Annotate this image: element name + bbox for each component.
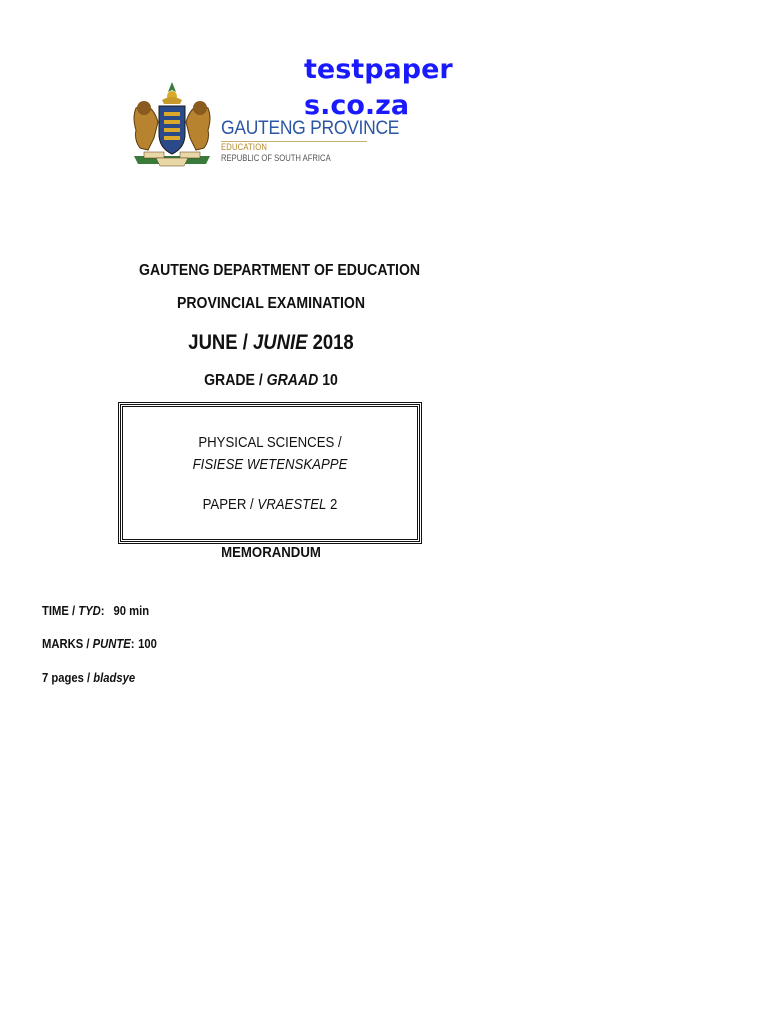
pages-detail: 7 pages / bladsye bbox=[42, 671, 136, 685]
gauteng-logo bbox=[126, 78, 400, 170]
subject-afrikaans: FISIESE WETENSKAPPE bbox=[192, 456, 348, 473]
subject-box bbox=[120, 404, 420, 542]
watermark-link[interactable]: testpapers.co.za bbox=[304, 54, 453, 121]
marks-detail: MARKS / PUNTE: 100 bbox=[42, 637, 157, 651]
memorandum-label: MEMORANDUM bbox=[221, 544, 321, 561]
session-heading: JUNE / JUNIE 2018 bbox=[188, 331, 354, 354]
country-name: REPUBLIC OF SOUTH AFRICA bbox=[221, 153, 331, 163]
subject-english: PHYSICAL SCIENCES / bbox=[198, 434, 342, 451]
department-name: EDUCATION bbox=[221, 142, 268, 152]
coat-of-arms-icon bbox=[126, 78, 218, 170]
department-heading: GAUTENG DEPARTMENT OF EDUCATION bbox=[139, 262, 421, 279]
exam-heading: PROVINCIAL EXAMINATION bbox=[176, 295, 365, 312]
time-detail: TIME / TYD: 90 min bbox=[42, 604, 150, 618]
paper-number: PAPER / VRAESTEL 2 bbox=[202, 496, 338, 513]
grade-heading: GRADE / GRAAD 10 bbox=[204, 372, 338, 389]
province-name: GAUTENG PROVINCE bbox=[221, 118, 400, 139]
